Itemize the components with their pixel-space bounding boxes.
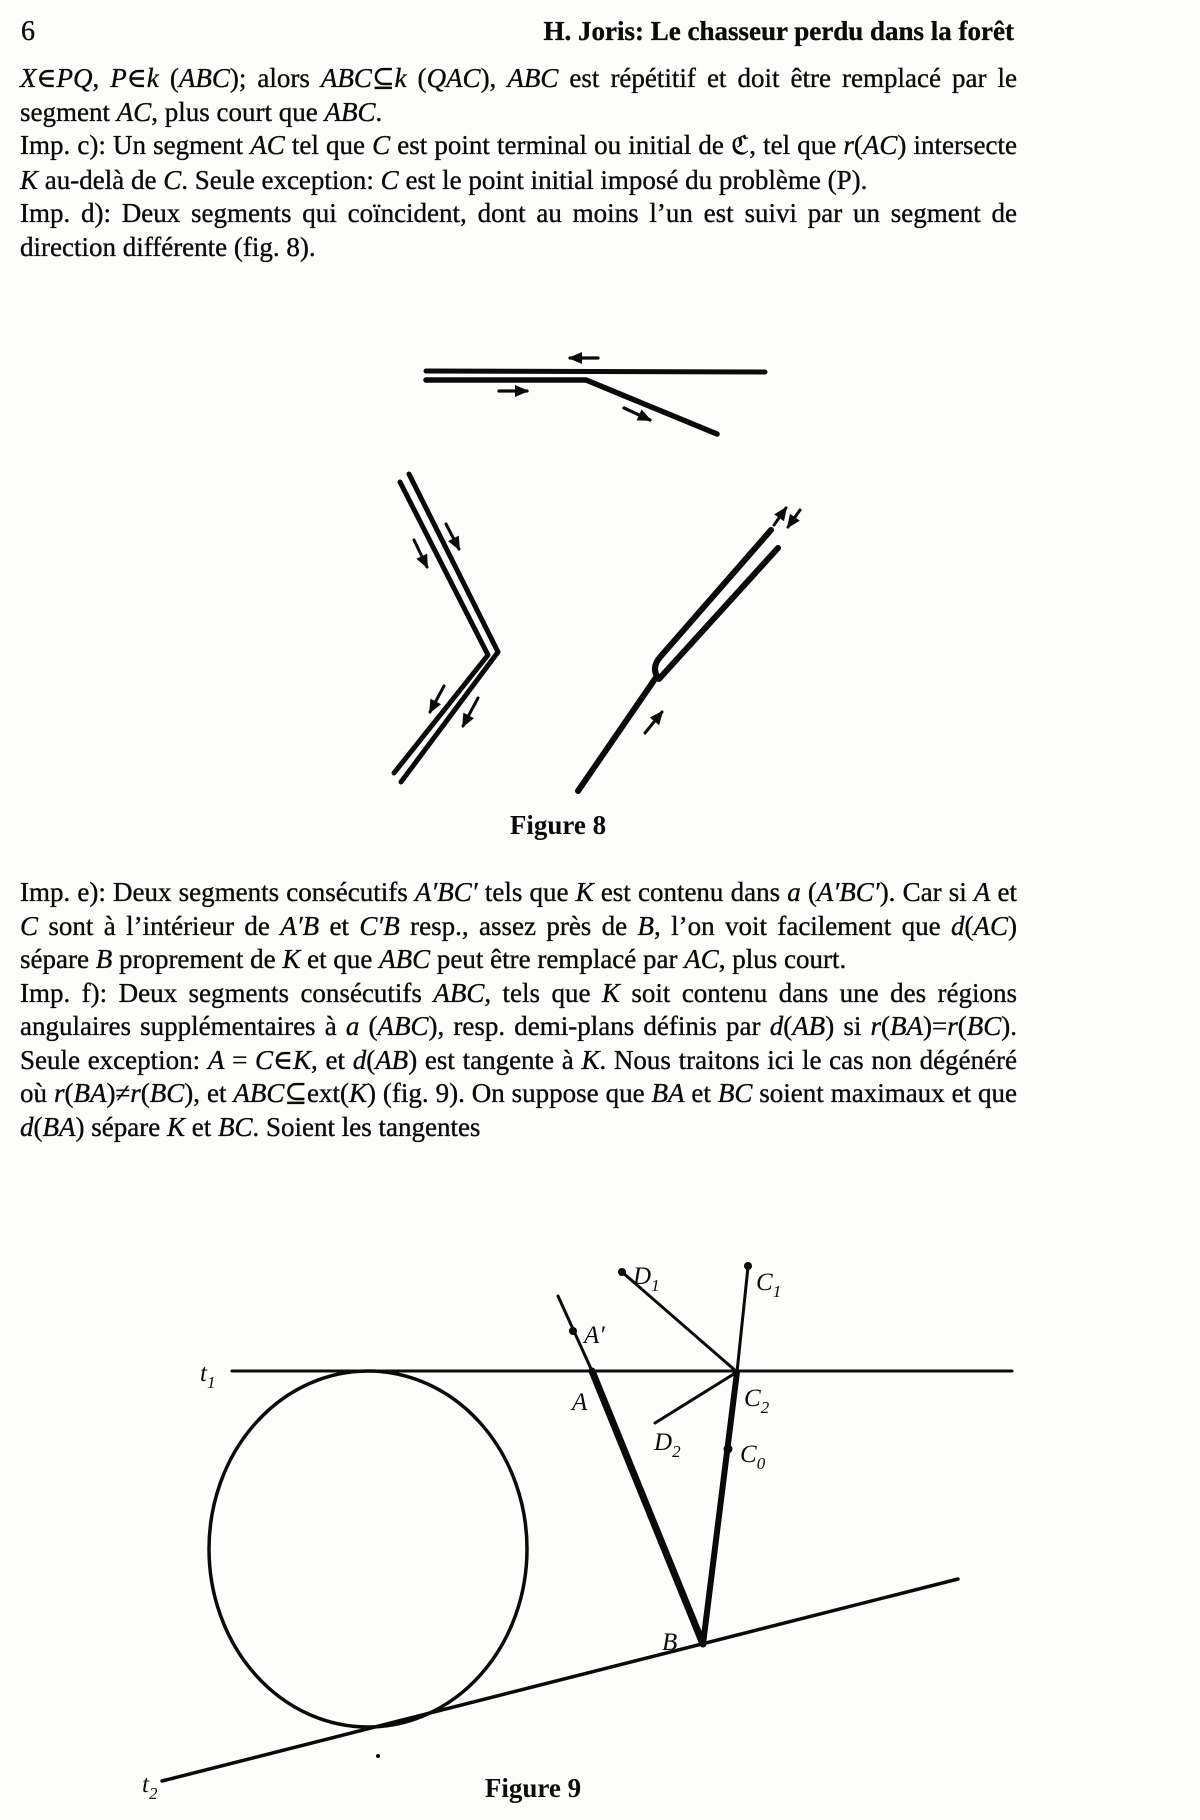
stray-dot bbox=[376, 1754, 380, 1758]
figure9-caption: Figure 9 bbox=[484, 1773, 582, 1803]
label-C2: $C_2$ bbox=[744, 1385, 770, 1417]
paragraph-imp-d: Imp. d): Deux segments qui coïncident, dont au moins l’un est suivi par un segment de direction différente (fig. 8). bbox=[20, 198, 1017, 262]
label-t1: $t_1$ bbox=[200, 1360, 216, 1392]
label-C0: $C_0$ bbox=[740, 1441, 766, 1473]
page-number: 6 bbox=[21, 16, 35, 47]
label-D1: $D_1$ bbox=[633, 1263, 660, 1295]
label-C1: $C_1$ bbox=[756, 1269, 782, 1301]
label-t2: $t_2$ bbox=[142, 1771, 158, 1803]
point-C1 bbox=[744, 1262, 752, 1270]
point-C0 bbox=[724, 1445, 733, 1454]
figure9-labels bbox=[142, 1263, 781, 1803]
point-A-prime bbox=[569, 1327, 577, 1335]
paragraph-imp-f: Imp. f): Deux segments consécutifs ABC, tels que K soit contenu dans une des régions angulaires supplémentaires à a (ABC), resp. demi-plans définis par d(AB) si r(BA)=r(BC). Seule exception: A = C∈K, et d(AB) est tangente à K. Nous traitons ici le cas non dégénéré où r(BA)≠r(BC), et ABC⊆ext(K) (fig. 9). On suppose que BA et BC soient maximaux et que d(BA) sépare K et BC. Soient les tangentes bbox=[20, 977, 1018, 1142]
label-A-prime: A′ bbox=[584, 1322, 605, 1349]
label-B: B bbox=[662, 1629, 678, 1656]
paragraph-imp-e: Imp. e): Deux segments consécutifs A′BC′ tels que K est contenu dans a (A′BC′). Car si A et C sont à l’intérieur de A′B et C′B resp., assez près de B, l’on voit facilement que d(AC) sépare B proprement de K et que ABC peut être remplacé par AC, plus court. bbox=[20, 877, 1018, 974]
paragraph-intro: X∈PQ, P∈k (ABC); alors ABC⊆k (QAC), ABC est répétitif et doit être remplacé par le segment AC, plus court que ABC. bbox=[20, 63, 1018, 127]
label-A: A bbox=[572, 1389, 588, 1416]
label-D2: $D_2$ bbox=[654, 1429, 681, 1461]
point-D1 bbox=[618, 1268, 626, 1276]
figure8-caption: Figure 8 bbox=[509, 810, 607, 840]
paragraph-imp-c: Imp. c): Un segment AC tel que C est point terminal ou initial de ℭ, tel que r(AC) intersecte K au-delà de C. Seule exception: C est le point initial imposé du problème (P). bbox=[20, 130, 1017, 195]
running-header-title: H. Joris: Le chasseur perdu dans la forêt bbox=[543, 16, 1014, 46]
